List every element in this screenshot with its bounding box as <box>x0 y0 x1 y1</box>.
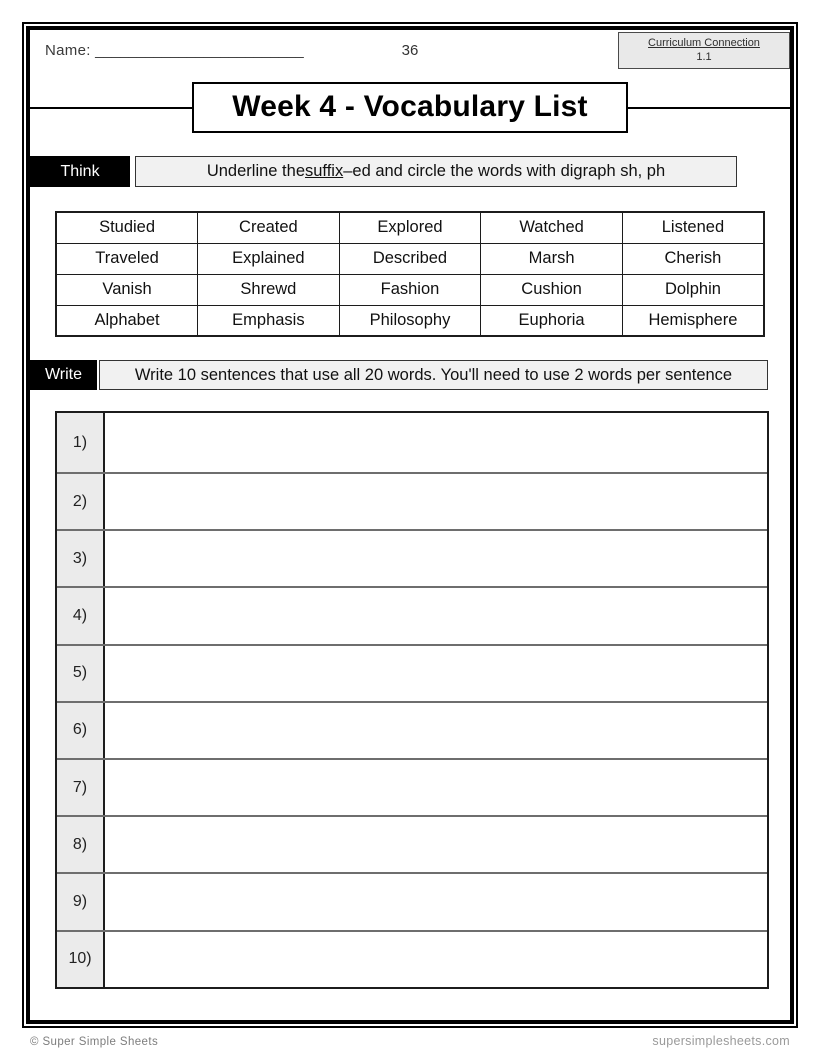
sentence-write-area[interactable] <box>105 817 767 872</box>
vocab-word: Explained <box>198 243 340 274</box>
sentence-row <box>57 701 767 758</box>
think-instruction-before: Underline the <box>206 162 305 180</box>
vocab-word: Vanish <box>56 274 198 305</box>
vocab-row <box>56 243 764 274</box>
sentence-row <box>57 529 767 586</box>
sentence-number: 4) <box>57 588 105 643</box>
sentence-row <box>57 930 767 987</box>
sentence-row <box>57 472 767 529</box>
vocab-word: Alphabet <box>56 305 198 336</box>
sentence-row <box>57 586 767 643</box>
think-instruction <box>135 156 737 187</box>
vocab-word: Described <box>339 243 481 274</box>
curriculum-connection-value: 1.1 <box>696 51 712 63</box>
page-frame-inner <box>26 26 794 1024</box>
sentence-row <box>57 644 767 701</box>
vocab-word: Traveled <box>56 243 198 274</box>
title-rule-right <box>628 107 790 109</box>
vocab-word: Explored <box>339 212 481 243</box>
sentence-number: 10) <box>57 932 105 987</box>
vocab-row <box>56 212 764 243</box>
sentence-number: 8) <box>57 817 105 872</box>
sentence-number: 9) <box>57 874 105 929</box>
sentence-number: 3) <box>57 531 105 586</box>
sentence-write-area[interactable] <box>105 874 767 929</box>
vocab-word: Shrewd <box>198 274 340 305</box>
website-url: supersimplesheets.com <box>652 1034 790 1048</box>
vocab-word: Cherish <box>622 243 764 274</box>
sentence-number: 7) <box>57 760 105 815</box>
sentence-row <box>57 815 767 872</box>
sentence-number: 2) <box>57 474 105 529</box>
think-label: Think <box>30 156 130 187</box>
worksheet-header <box>30 30 790 83</box>
curriculum-connection-box <box>618 32 790 69</box>
page-title: Week 4 - Vocabulary List <box>192 82 627 133</box>
vocab-word: Watched <box>481 212 623 243</box>
page-number: 36 <box>401 42 419 59</box>
vocab-word: Marsh <box>481 243 623 274</box>
sentence-write-area[interactable] <box>105 646 767 701</box>
page-footer <box>30 1034 790 1048</box>
write-instruction: Write 10 sentences that use all 20 words. You'll need to use 2 words per sentence <box>99 360 768 390</box>
think-instruction-underlined-word: suffix <box>305 162 344 180</box>
think-section <box>30 156 790 187</box>
sentence-number: 6) <box>57 703 105 758</box>
sentence-row <box>57 872 767 929</box>
vocab-word: Dolphin <box>622 274 764 305</box>
name-fill-in-line[interactable]: _________________________ <box>95 42 304 59</box>
title-rule-left <box>30 107 192 109</box>
vocab-word: Emphasis <box>198 305 340 336</box>
vocab-word: Philosophy <box>339 305 481 336</box>
sentence-lines-table <box>55 411 769 989</box>
vocab-word: Studied <box>56 212 198 243</box>
vocabulary-table <box>55 211 765 337</box>
sentence-row <box>57 413 767 472</box>
copyright-text: © Super Simple Sheets <box>30 1036 159 1048</box>
sentence-write-area[interactable] <box>105 413 767 472</box>
vocab-word: Cushion <box>481 274 623 305</box>
sentence-write-area[interactable] <box>105 531 767 586</box>
sentence-write-area[interactable] <box>105 474 767 529</box>
vocab-word: Euphoria <box>481 305 623 336</box>
sentence-write-area[interactable] <box>105 760 767 815</box>
vocab-word: Listened <box>622 212 764 243</box>
write-label: Write <box>30 360 97 390</box>
sentence-row <box>57 758 767 815</box>
vocab-word: Hemisphere <box>622 305 764 336</box>
curriculum-connection-title: Curriculum Connection <box>648 37 760 49</box>
sentence-write-area[interactable] <box>105 588 767 643</box>
write-section <box>30 360 790 390</box>
page-frame <box>22 22 798 1028</box>
title-row <box>30 83 790 132</box>
vocab-word: Created <box>198 212 340 243</box>
sentence-number: 1) <box>57 413 105 472</box>
vocab-row <box>56 305 764 336</box>
sentence-write-area[interactable] <box>105 932 767 987</box>
sentence-write-area[interactable] <box>105 703 767 758</box>
sentence-number: 5) <box>57 646 105 701</box>
think-instruction-after: –ed and circle the words with digraph sh, ph <box>343 162 666 180</box>
vocab-row <box>56 274 764 305</box>
name-label: Name: <box>45 42 91 59</box>
vocab-word: Fashion <box>339 274 481 305</box>
